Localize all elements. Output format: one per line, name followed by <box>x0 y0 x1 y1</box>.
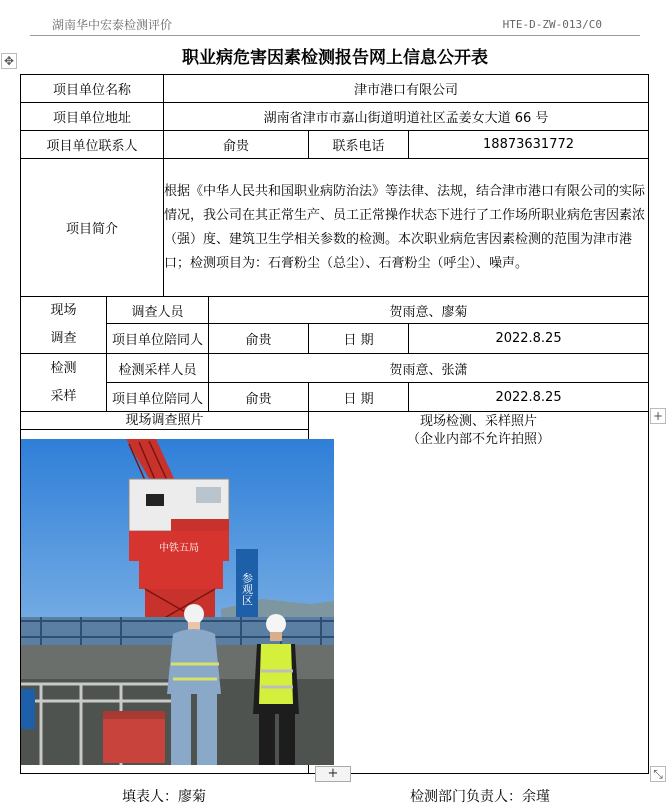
resize-table-icon[interactable]: ⤡ <box>650 766 666 782</box>
survey-label-2: 调查 <box>50 331 77 346</box>
contact-value: 俞贵 <box>164 131 309 159</box>
crane-label: 中铁五局 <box>159 542 199 554</box>
row-contact <box>21 131 649 159</box>
row-survey-escort <box>21 324 649 354</box>
contact-label: 项目单位联系人 <box>21 131 164 159</box>
address-label: 项目单位地址 <box>21 103 164 131</box>
page-title: 职业病危害因素检测报告网上信息公开表 <box>182 48 488 68</box>
add-row-button[interactable]: + <box>315 766 351 782</box>
info-table <box>20 74 649 774</box>
survey-escort-value: 俞贵 <box>209 324 309 354</box>
address-value: 湖南省津市市嘉山街道明道社区孟姜女大道 66 号 <box>164 103 649 131</box>
survey-section-label <box>21 297 107 354</box>
row-sampling-staff <box>21 354 649 383</box>
survey-photo-cell <box>21 430 309 774</box>
survey-date-label: 日 期 <box>309 324 409 354</box>
row-survey-staff <box>21 297 649 324</box>
survey-date-value: 2022.8.25 <box>409 324 649 354</box>
sampling-escort-label: 项目单位陪同人 <box>107 383 209 412</box>
sampling-escort-value: 俞贵 <box>209 383 309 412</box>
sampling-date-label: 日 期 <box>309 383 409 412</box>
add-column-icon[interactable]: + <box>650 408 666 424</box>
sampling-photo-label: 现场检测、采样照片 <box>420 414 538 429</box>
filler-signature: 填表人：廖菊 <box>122 789 206 805</box>
survey-staff-value: 贺雨意、廖菊 <box>209 297 649 324</box>
intro-text: 根据《中华人民共和国职业病防治法》等法律、法规，结合津市港口有限公司的实际情况，我公司在其正常生产、员工正常操作状态下进行了工作场所职业病危害因素浓（强）度、建筑卫生学相关参数的检测。本次职业病危害因素检测的范围为津市港口；检测项目为：石膏粉尘（总尘）、石膏粉尘（呼尘）、噪声。 <box>164 159 649 297</box>
sampling-section-label <box>21 354 107 412</box>
row-address <box>21 103 649 131</box>
survey-label-1: 现场 <box>50 303 77 318</box>
sampling-staff-label: 检测采样人员 <box>107 354 209 383</box>
site-survey-photo <box>21 439 334 765</box>
sampling-label-2: 采样 <box>50 388 77 404</box>
row-unit-name <box>21 75 649 103</box>
row-sampling-escort <box>21 383 649 412</box>
header-doc-code: HTE-D-ZW-013/C0 <box>502 18 602 31</box>
unit-name-label: 项目单位名称 <box>21 75 164 103</box>
phone-label: 联系电话 <box>309 131 409 159</box>
manager-signature: 检测部门负责人：余瑾 <box>410 789 550 805</box>
row-intro <box>21 159 649 297</box>
survey-escort-label: 项目单位陪同人 <box>107 324 209 354</box>
header-org: 湖南华中宏泰检测评价 <box>52 18 173 32</box>
header-divider <box>30 35 640 36</box>
sampling-label-1: 检测 <box>50 360 77 376</box>
intro-label: 项目简介 <box>21 159 164 297</box>
survey-photo-label: 现场调查照片 <box>21 412 309 430</box>
sampling-date-value: 2022.8.25 <box>409 383 649 412</box>
row-photo-labels <box>21 412 649 430</box>
sampling-photo-cell <box>309 412 649 774</box>
survey-staff-label: 调查人员 <box>107 297 209 324</box>
unit-name-value: 津市港口有限公司 <box>164 75 649 103</box>
sign-label: 参观区 <box>240 572 254 605</box>
sampling-staff-value: 贺雨意、张潇 <box>209 354 649 383</box>
phone-value: 18873631772 <box>409 131 649 159</box>
table-move-handle-icon[interactable]: ✥ <box>1 53 17 69</box>
sampling-photo-note: （企业内部不允许拍照） <box>407 432 551 447</box>
